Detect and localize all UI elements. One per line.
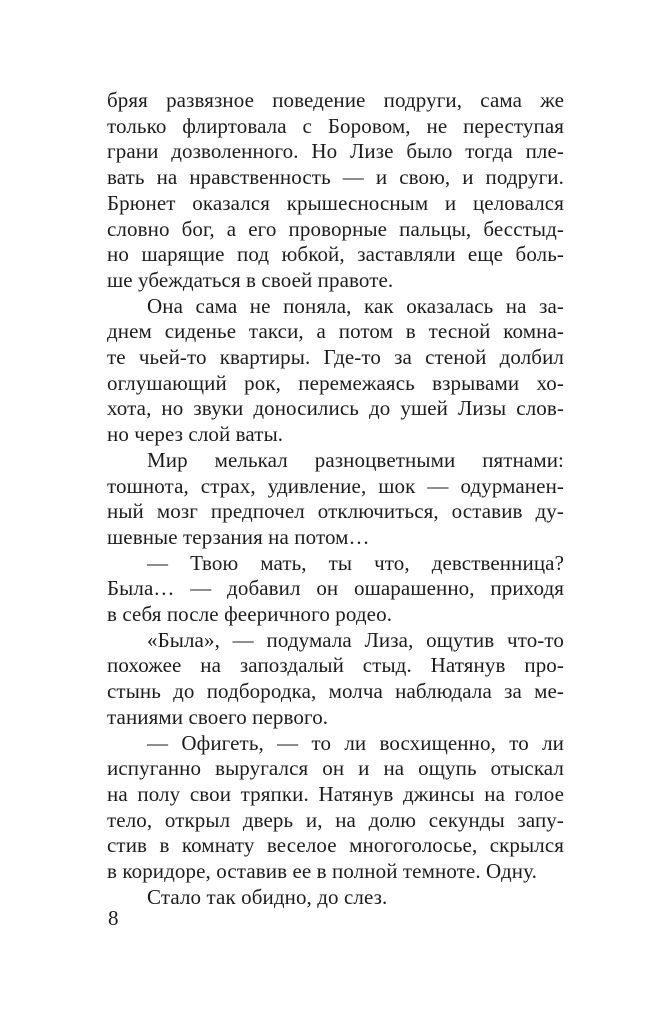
text-line: Брюнет оказался крышесносным и целовался [107, 190, 564, 215]
page-number: 8 [108, 906, 119, 930]
text-line: хота, но звуки доносились до ушей Лизы слов- [107, 396, 564, 421]
text-line: оглушающий рок, перемежаясь взрывами хо- [107, 370, 564, 395]
text-line: — Офигеть, — то ли восхищенно, то ли [147, 730, 564, 755]
text-line: стив в комнату веселое многоголосье, скрылся [107, 833, 564, 858]
text-line: в коридоре, оставив ее в полной темноте. Одну. [107, 859, 537, 884]
text-line: тошнота, страх, удивление, шок — одурманен- [107, 473, 564, 498]
text-line: Мир мелькал разноцветными пятнами: [147, 447, 564, 472]
text-line: шевные терзания на потом… [107, 524, 370, 549]
text-line: в себя после фееричного родео. [107, 602, 393, 627]
text-line: похожее на запоздалый стыд. Натянув про- [107, 653, 564, 678]
text-line: но шарящие под юбкой, заставляли еще боль- [107, 242, 564, 267]
text-line: только флиртовала с Боровом, не переступая [107, 113, 564, 138]
text-line: тело, открыл дверь и, на долю секунды запу- [107, 807, 564, 832]
text-line: таниями своего первого. [107, 704, 329, 729]
text-line: стынь до подбородка, молча наблюдала за ме- [107, 679, 564, 704]
text-line: испуганно выругался он и на ощупь отыскал [107, 756, 564, 781]
text-line: на полу свои тряпки. Натянув джинсы на голое [107, 781, 564, 806]
text-line: «Была», — подумала Лиза, ощутив что-то [147, 627, 564, 652]
text-line: Стало так обидно, до слез. [147, 884, 388, 909]
text-line: грани дозволенного. Но Лизе было тогда пле- [107, 139, 564, 164]
text-line: Была… — добавил он ошарашенно, приходя [107, 576, 564, 601]
text-line: ный мозг предпочел отключиться, оставив ду- [107, 499, 564, 524]
text-line: но через слой ваты. [107, 422, 284, 447]
text-line: — Твою мать, ты что, девственница? [147, 550, 564, 575]
text-line: словно бог, а его проворные пальцы, бесстыд- [107, 216, 564, 241]
text-line: ше убеждаться в своей правоте. [107, 267, 394, 292]
text-line: те чьей-то квартиры. Где-то за стеной долбил [107, 345, 564, 370]
text-line: бряя развязное поведение подруги, сама же [107, 88, 564, 112]
text-line: днем сиденье такси, а потом в тесной комна- [107, 319, 564, 344]
text-line: Она сама не поняла, как оказалась на за- [147, 293, 564, 318]
text-line: вать на нравственность — и свою, и подруги. [107, 165, 564, 190]
book-text-column [107, 88, 564, 911]
